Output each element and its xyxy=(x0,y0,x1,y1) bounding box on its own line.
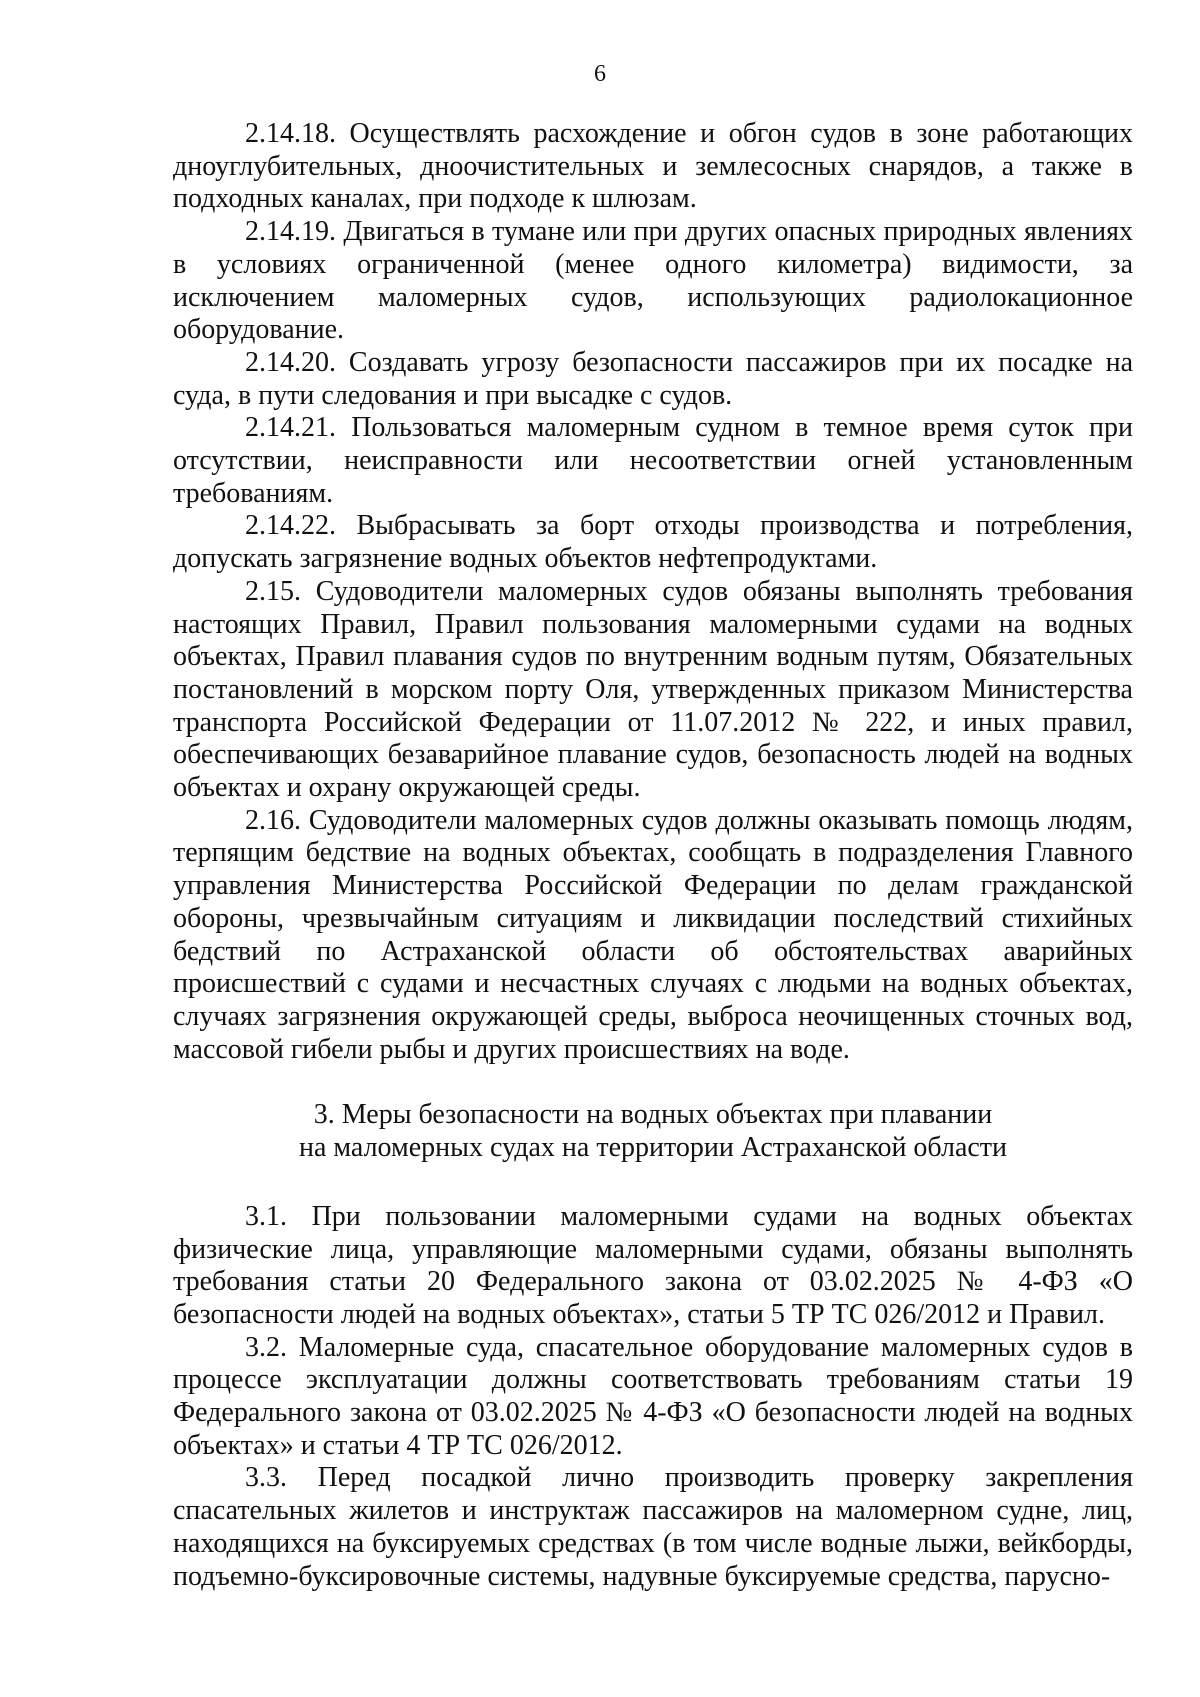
paragraph-2-15: 2.15. Судоводители маломерных судов обязаны выполнять требования настоящих Правил, Правил пользования маломерными судами на водных объектах, Правил плавания судов по внутренним водным путям, Обязательных постановлений в морском порту Оля, утвержденных приказом Министерства транспорта Российской Федерации от 11.07.2012 № 222, и иных правил, обеспечивающих безаварийное плавание судов, безопасность людей на водных объектах и охрану окружающей среды. xyxy=(173,575,1133,804)
section-3-heading xyxy=(173,1099,1133,1164)
section-heading-line-2: на маломерных судах на территории Астраханской области xyxy=(298,1132,1008,1164)
paragraph-2-14-19: 2.14.19. Двигаться в тумане или при других опасных природных явлениях в условиях ограниченной (менее одного километра) видимости, за исключением маломерных судов, использующих радиолокационное оборудование. xyxy=(173,216,1133,346)
paragraph-3-1: 3.1. При пользовании маломерными судами на водных объектах физические лица, управляющие маломерными судами, обязаны выполнять требования статьи 20 Федерального закона от 03.02.2025 № 4-ФЗ «О безопасности людей на водных объектах», статьи 5 ТР ТС 026/2012 и Правил. xyxy=(173,1200,1133,1330)
document-body xyxy=(173,118,1133,1593)
paragraph-2-14-21: 2.14.21. Пользоваться маломерным судном в темное время суток при отсутствии, неисправности или несоответствии огней установленным требованиям. xyxy=(173,412,1133,509)
paragraph-3-2: 3.2. Маломерные суда, спасательное оборудование маломерных судов в процессе эксплуатации должны соответствовать требованиям статьи 19 Федерального закона от 03.02.2025 № 4-ФЗ «О безопасности людей на водных объектах» и статьи 4 ТР ТС 026/2012. xyxy=(173,1331,1133,1461)
paragraph-3-3: 3.3. Перед посадкой лично производить проверку закрепления спасательных жилетов и инструктаж пассажиров на маломерном судне, лиц, находящихся на буксируемых средствах (в том числе водные лыжи, вейкборды, подъемно-буксировочные системы, надувные буксируемые средства, парусно- xyxy=(173,1462,1133,1592)
paragraph-2-16: 2.16. Судоводители маломерных судов должны оказывать помощь людям, терпящим бедствие на водных объектах, сообщать в подразделения Главного управления Министерства Российской Федерации по делам гражданской обороны, чрезвычайным ситуациям и ликвидации последствий стихийных бедствий по Астраханской области об обстоятельствах аварийных происшествий с судами и несчастных случаях с людьми на водных объектах, случаях загрязнения окружающей среды, выброса неочищенных сточных вод, массовой гибели рыбы и других происшествиях на воде. xyxy=(173,804,1133,1065)
paragraph-2-14-20: 2.14.20. Создавать угрозу безопасности пассажиров при их посадке на суда, в пути следования и при высадке с судов. xyxy=(173,346,1133,411)
paragraph-2-14-22: 2.14.22. Выбрасывать за борт отходы производства и потребления, допускать загрязнение водных объектов нефтепродуктами. xyxy=(173,510,1133,575)
paragraph-2-14-18: 2.14.18. Осуществлять расхождение и обгон судов в зоне работающих дноуглубительных, дноочистительных и землесосных снарядов, а также в подходных каналах, при подходе к шлюзам. xyxy=(173,118,1133,215)
section-heading-line-1: 3. Меры безопасности на водных объектах при плавании xyxy=(313,1099,993,1131)
page-number: 6 xyxy=(594,61,606,87)
